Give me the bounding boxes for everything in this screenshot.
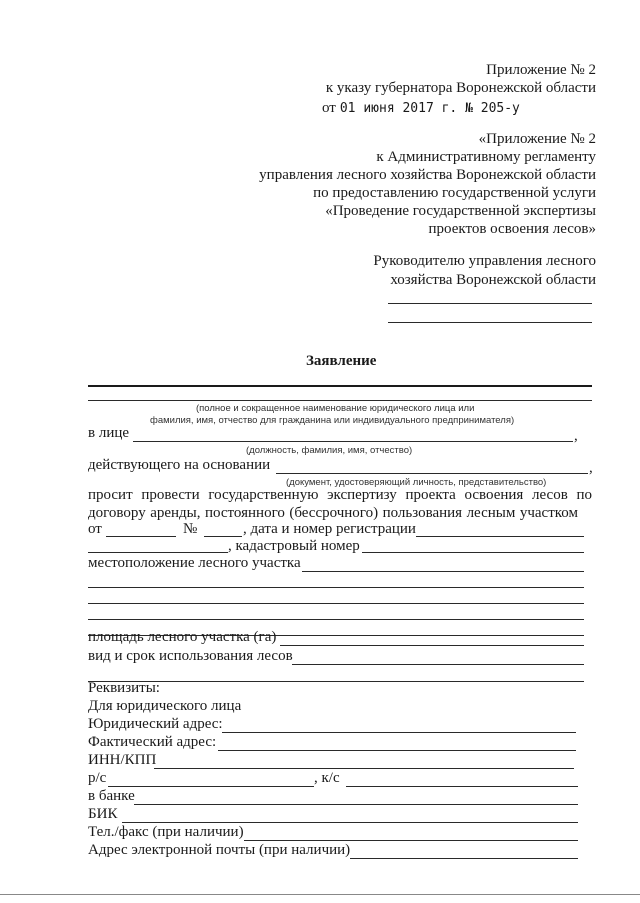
scan-edge [0,894,640,895]
regulation-line-5: проектов освоения лесов» [428,221,596,237]
acting-basis-field[interactable] [276,473,588,474]
comma-1: , [574,428,578,444]
corr-account-label: , к/с [314,770,340,786]
legal-address-field[interactable] [222,732,576,733]
date-reg-field[interactable] [416,536,584,537]
location-line-4[interactable] [88,619,584,620]
email-label: Адрес электронной почты (при наличии) [88,842,351,858]
in-person-label: в лице [88,425,130,441]
date-reg-label: , дата и номер регистрации [243,521,416,537]
corr-account-field[interactable] [346,786,578,787]
phone-fax-label: Тел./факс (при наличии) [88,824,244,840]
area-label: площадь лесного участка (га) [88,629,277,645]
bank-field[interactable] [134,804,578,805]
cadastral-field[interactable] [362,552,584,553]
use-type-field[interactable] [292,664,584,665]
applicant-name-line-2[interactable] [88,400,592,401]
regulation-line-3: по предоставлению государственной услуги [313,185,596,201]
regulation-line-4: «Проведение государственной экспертизы [325,203,596,219]
request-line-1: просит провести государственную экспертизу проекта освоения лесов по [88,487,592,503]
addressee-line-1: Руководителю управления лесного [373,253,596,269]
addressee-line-2: хозяйства Воронежской области [390,272,596,288]
number-sign: № [183,521,198,537]
appendix-title: Приложение № 2 [486,62,596,78]
use-type-label: вид и срок использования лесов [88,648,293,664]
legal-address-label: Юридический адрес: [88,716,223,732]
cadastral-label: , кадастровый номер [228,538,360,554]
registration-continue-field[interactable] [88,552,228,553]
inn-kpp-label: ИНН/КПП [88,752,157,768]
regulation-line-1: к Административному регламенту [376,149,596,165]
regulation-line-2: управления лесного хозяйства Воронежской области [259,167,596,183]
inn-kpp-field[interactable] [154,768,574,769]
hint-org-1: (полное и сокращенное наименование юридического лица или [196,403,475,414]
addressee-blank-1[interactable] [388,303,592,304]
date-prefix: от [322,100,336,116]
from-label: от [88,521,102,537]
location-line-3[interactable] [88,603,584,604]
location-label: местоположение лесного участка [88,555,301,571]
legal-entity-heading: Для юридического лица [88,698,242,714]
bik-label: БИК [88,806,118,822]
email-field[interactable] [350,858,578,859]
date-number: 01 июня 2017 г. № 205-у [339,101,520,116]
location-line-2[interactable] [88,587,584,588]
area-field[interactable] [280,645,584,646]
decree-date [322,99,520,117]
addressee-blank-2[interactable] [388,322,592,323]
form-title: Заявление [306,353,377,369]
actual-address-label: Фактический адрес: [88,734,217,750]
number-field[interactable] [204,536,242,537]
from-date-field[interactable] [106,536,176,537]
actual-address-field[interactable] [218,750,576,751]
acting-basis-label: действующего на основании [88,457,271,473]
phone-fax-field[interactable] [244,840,578,841]
use-type-line-2[interactable] [88,681,584,682]
requisites-heading: Реквизиты: [88,680,160,696]
decree-reference: к указу губернатора Воронежской области [325,80,596,96]
location-field[interactable] [302,571,584,572]
comma-2: , [589,460,593,476]
account-field[interactable] [108,786,314,787]
appendix2-title: «Приложение № 2 [478,131,596,147]
account-label: р/с [88,770,107,786]
request-line-2: договору аренды, постоянного (бессрочного) пользования лесным участком [88,505,578,521]
hint-org-2: фамилия, имя, отчество для гражданина или индивидуального предпринимателя) [150,415,515,426]
hint-position: (должность, фамилия, имя, отчество) [246,445,413,456]
bik-field[interactable] [122,822,578,823]
hint-document: (документ, удостоверяющий личность, представительство) [286,477,547,488]
in-person-field[interactable] [133,441,573,442]
bank-label: в банке [88,788,135,804]
applicant-name-line[interactable] [88,385,592,387]
